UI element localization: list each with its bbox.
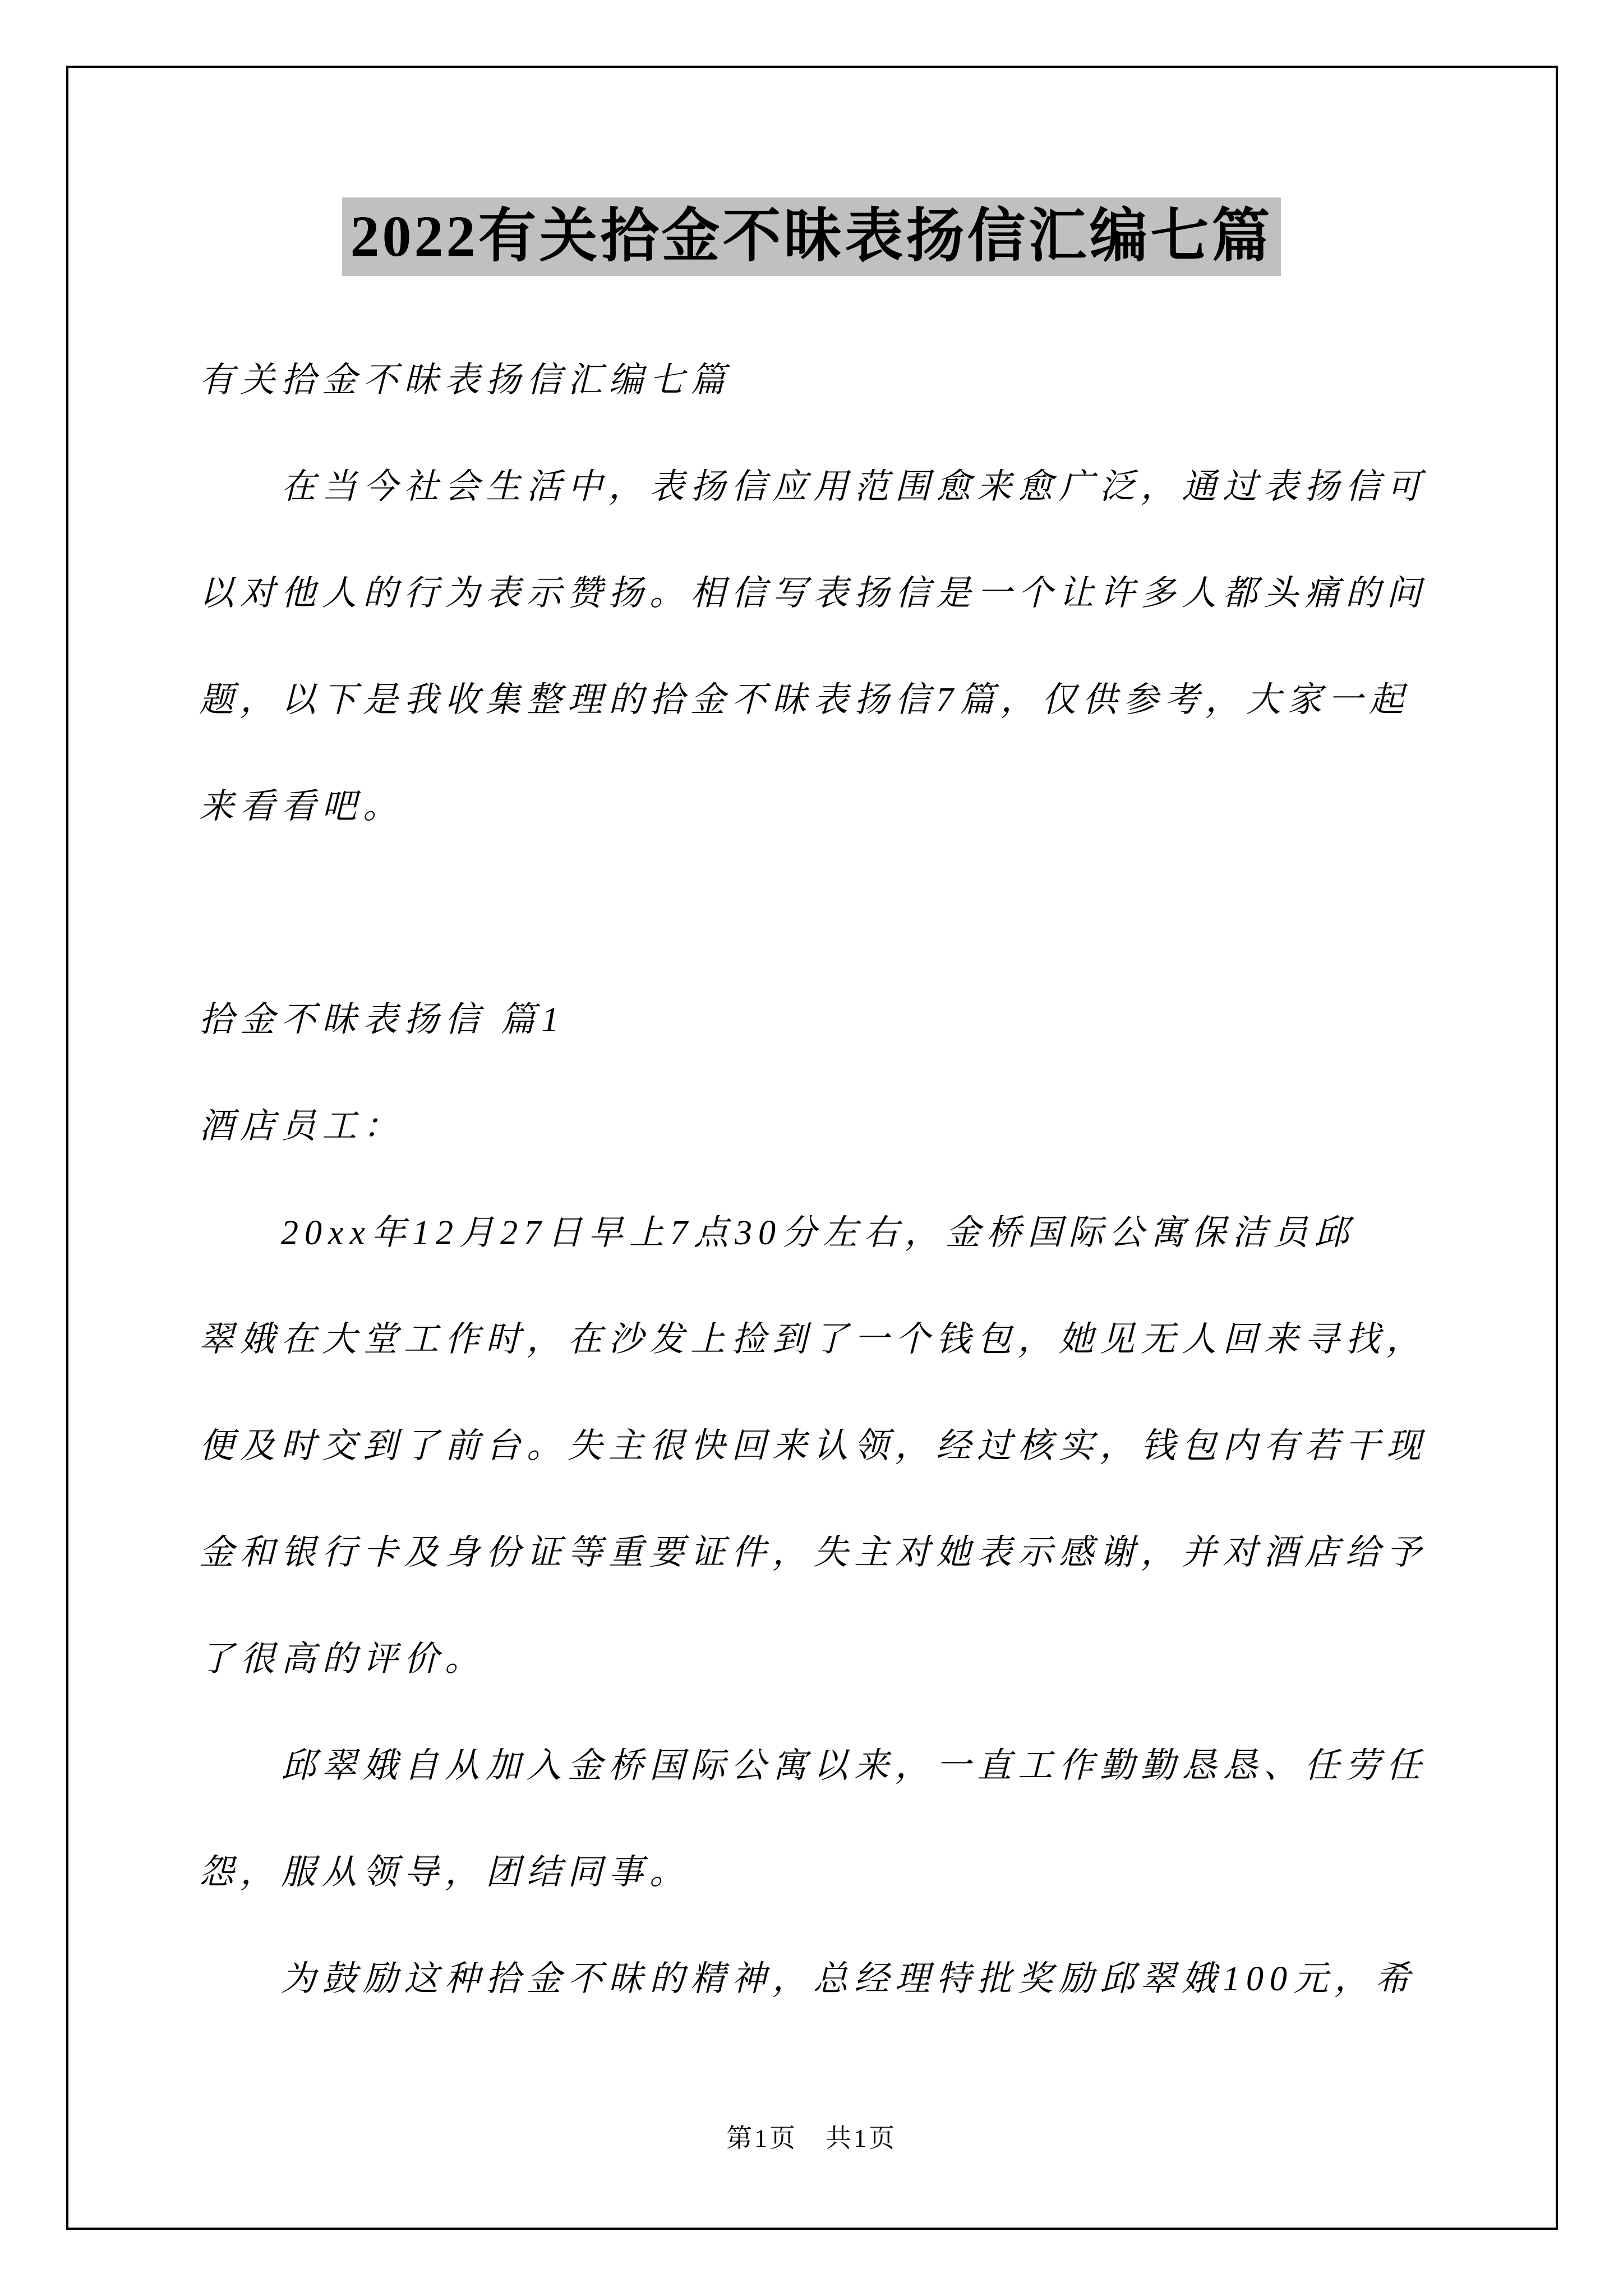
text-line: 为鼓励这种拾金不昧的精神，总经理特批奖励邱翠娥100元，希 [281,1960,1417,1998]
text-line: 20xx年12月27日早上7点30分左右，金桥国际公寓保洁员邱 [281,1214,1355,1252]
text-line: 题，以下是我收集整理的拾金不昧表扬信7篇，仅供参考，大家一起 [199,681,1410,719]
text-line: 翠娥在大堂工作时，在沙发上捡到了一个钱包，她见无人回来寻找， [199,1320,1428,1359]
text-line [199,860,1438,967]
text-line: 有关拾金不昧表扬信汇编七篇 [199,361,732,399]
title-row [0,197,1623,276]
text-line: 在当今社会生活中，表扬信应用范围愈来愈广泛，通过表扬信可 [281,468,1428,506]
text-line: 金和银行卡及身份证等重要证件，失主对她表示感谢，并对酒店给予 [199,1534,1428,1572]
text-line: 来看看吧。 [199,788,404,826]
text-line: 酒店员工： [199,1107,404,1145]
document-body [199,327,1438,2032]
text-line: 以对他人的行为表示赞扬。相信写表扬信是一个让许多人都头痛的问 [199,574,1428,613]
text-line: 邱翠娥自从加入金桥国际公寓以来，一直工作勤勤恳恳、任劳任 [281,1747,1428,1785]
text-line: 便及时交到了前台。失主很快回来认领，经过核实，钱包内有若干现 [199,1427,1428,1465]
page-footer: 第1页 共1页 [726,2124,897,2152]
text-line: 怨，服从领导，团结同事。 [199,1853,691,1892]
document-title: 2022有关拾金不昧表扬信汇编七篇 [342,197,1280,276]
text-line: 了很高的评价。 [199,1640,486,1678]
text-line: 拾金不昧表扬信 篇1 [199,1001,565,1039]
